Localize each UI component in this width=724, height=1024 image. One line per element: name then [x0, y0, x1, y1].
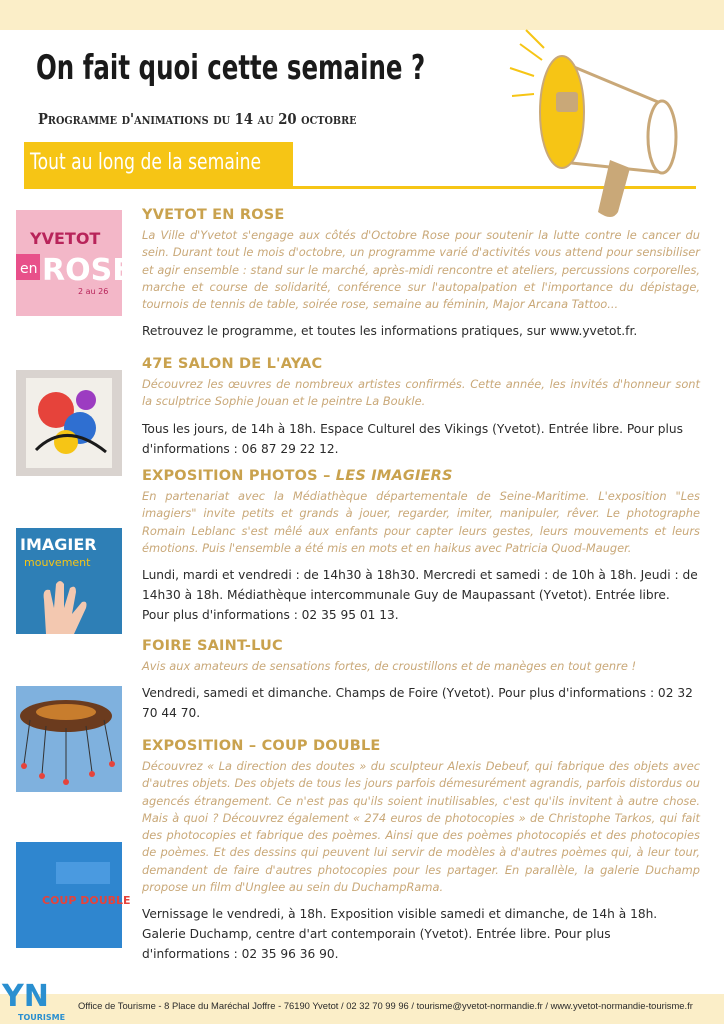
logo-letters: YN	[2, 979, 49, 1014]
event-yvetot-en-rose	[142, 207, 700, 341]
event-title: EXPOSITION – COUP DOUBLE	[142, 738, 381, 754]
event-description: Avis aux amateurs de sensations fortes, de croustillons et de manèges en tout genre !	[142, 659, 637, 673]
thumb-text: COUP DOUBLE	[42, 894, 131, 907]
event-info: Vernissage le vendredi, à 18h. Exposition visible samedi et dimanche, de 14h à 18h. Galerie Duchamp, centre d'art contemporain (Yvetot). Entrée libre. Pour plus d'informations : 02 35 96 36 90.	[142, 907, 658, 962]
megaphone-icon	[490, 22, 710, 222]
thumb-text: en	[20, 261, 38, 277]
thumb-text: IMAGIER	[20, 535, 97, 554]
event-thumbnail-foire-saint-luc	[16, 686, 122, 792]
thumb-text: ROSE	[42, 253, 133, 288]
event-title: FOIRE SAINT-LUC	[142, 638, 283, 654]
event-title-italic: LES IMAGIERS	[335, 468, 453, 484]
event-description: En partenariat avec la Médiathèque départementale de Seine-Maritime. L'exposition "Les imagiers" invite petits et grands à jouer, regarder, imiter, manipuler, rêver. Le photographe Romain Leblanc s'est mêlé aux enfants pour capter leurs gestes, leurs mouvements et leurs émotions. Puis l'ensemble a été mis en mots et en haikus avec Patricia Quod-Mauger.	[142, 489, 700, 555]
event-title	[142, 468, 700, 484]
event-description: La Ville d'Yvetot s'engage aux côtés d'Octobre Rose pour soutenir la lutte contre le cancer du sein. Durant tout le mois d'octobre, un programme varié d'activités vous attend pour sensibiliser et agir ensemble : stand sur le marché, après-midi rencontre et ateliers, percussions corporelles, marche et course de solidarité, conférence sur l'autopalpation et l'importance du dépistage, tournois de tennis de table, soirée rose, semaine au féminin, Major Arcana Tattoo...	[142, 228, 700, 312]
footer-contact: Office de Tourisme - 8 Place du Maréchal Joffre - 76190 Yvetot / 02 32 70 99 96 / tourisme@yvetot-normandie.fr / www.yvetot-normandie-tourisme.fr	[78, 1000, 693, 1011]
tourism-logo	[0, 976, 76, 1024]
event-foire-saint-luc	[142, 638, 700, 723]
page-title: On fait quoi cette semaine ?	[36, 48, 426, 88]
logo-word: TOURISME	[18, 1013, 66, 1022]
event-info: Vendredi, samedi et dimanche. Champs de Foire (Yvetot). Pour plus d'informations : 02 32 70 44 70.	[142, 686, 693, 721]
event-title: YVETOT EN ROSE	[142, 207, 285, 223]
event-info: Retrouvez le programme, et toutes les informations pratiques, sur www.yvetot.fr.	[142, 324, 638, 339]
page-subtitle: Programme d'animations du 14 au 20 octobre	[38, 110, 357, 128]
event-thumbnail-imagiers	[16, 528, 122, 634]
event-exposition-photos	[142, 468, 700, 625]
thumb-text: 2 au 26	[78, 287, 109, 296]
event-description: Découvrez les œuvres de nombreux artistes confirmés. Cette année, les invités d'honneur sont la sculptrice Sophie Jouan et le peintre La Boukle.	[142, 377, 700, 409]
event-info: Tous les jours, de 14h à 18h. Espace Culturel des Vikings (Yvetot). Entrée libre. Pour plus d'informations : 06 87 29 22 12.	[142, 421, 684, 456]
event-info: Lundi, mardi et vendredi : de 14h30 à 18h30. Mercredi et samedi : de 10h à 18h. Jeudi : de 14h30 à 18h. Médiathèque intercommunale Guy de Maupassant (Yvetot). Entrée libre. Pour plus d'informations : 02 35 95 01 13.	[142, 568, 698, 623]
event-salon-ayac	[142, 356, 700, 459]
thumb-text: YVETOT	[30, 229, 101, 248]
event-description: Découvrez « La direction des doutes » du sculpteur Alexis Debeuf, qui fabrique des objets avec d'autres objets. Des objets de tous les jours parfois démesurément agrandis, parfois distordus ou agencés étrangement. Ce n'est pas qu'ils soient inutilisables, c'est qu'ils invitent à autre chose. Mais à quoi ? Découvrez également « 274 euros de photocopies » de Christophe Tarkos, qui fait des photocopies et fabrique des poèmes. Ainsi que des poèmes photocopiés et des photocopies de poèmes. Et des dessins qui peuvent lui servir de modèles à d'autres poèmes qui, à leur tour, demandent de faire d'autres photocopies pour les partager. En parallèle, la galerie Duchamp propose un film d'Unglee au sein du DuchampRama.	[142, 759, 700, 895]
section-label: Tout au long de la semaine	[30, 150, 262, 175]
event-coup-double	[142, 738, 700, 964]
thumb-text: mouvement	[24, 556, 91, 569]
event-thumbnail-coup-double	[16, 842, 131, 948]
event-thumbnail-yvetot-en-rose	[16, 210, 133, 316]
event-thumbnail-salon-ayac	[16, 370, 122, 476]
event-title: 47E SALON DE L'AYAC	[142, 356, 323, 372]
event-title-main: EXPOSITION PHOTOS –	[142, 468, 336, 484]
